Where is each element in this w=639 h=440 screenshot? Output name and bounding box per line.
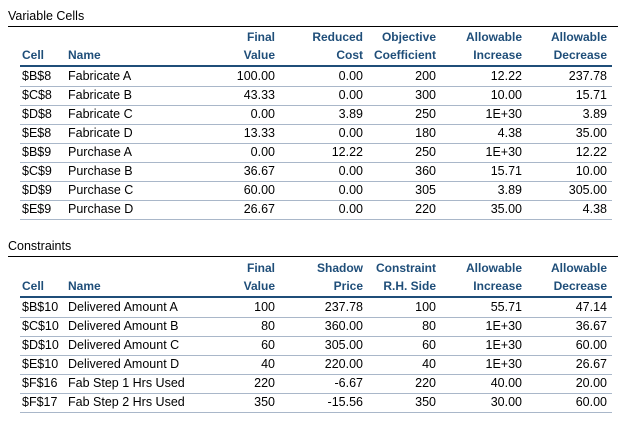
shadow-price: 305.00 xyxy=(324,338,363,352)
table-row xyxy=(20,105,612,125)
cn-header-constraint-2: R.H. Side xyxy=(383,279,436,293)
cn-header-cell: Cell xyxy=(22,279,45,293)
constraint-rhs: 100 xyxy=(415,300,436,314)
cell-name: Fabricate D xyxy=(68,126,133,140)
final-value: 220 xyxy=(254,376,275,390)
shadow-price: 237.78 xyxy=(324,300,363,314)
reduced-cost: 3.89 xyxy=(338,107,363,121)
constraints-title-rule xyxy=(8,256,618,257)
cn-header-final-1: Final xyxy=(246,261,275,275)
vc-header-name: Name xyxy=(68,48,101,62)
allowable-increase: 35.00 xyxy=(490,202,522,216)
allowable-decrease: 12.22 xyxy=(575,145,607,159)
allowable-increase: 12.22 xyxy=(490,69,522,83)
vc-header-final-2: Value xyxy=(243,48,275,62)
reduced-cost: 12.22 xyxy=(331,145,363,159)
cell-ref: $B$8 xyxy=(22,69,52,83)
table-row xyxy=(20,317,612,337)
table-row xyxy=(20,336,612,356)
objective-coefficient: 250 xyxy=(415,145,436,159)
objective-coefficient: 305 xyxy=(415,183,436,197)
final-value: 36.67 xyxy=(243,164,275,178)
cell-ref: $F$17 xyxy=(22,395,58,409)
table-row xyxy=(20,162,612,182)
table-row xyxy=(20,200,612,220)
objective-coefficient: 300 xyxy=(415,88,436,102)
shadow-price: 220.00 xyxy=(324,357,363,371)
table-row xyxy=(20,124,612,144)
variable-cells-title: Variable Cells xyxy=(8,9,85,23)
cell-ref: $B$10 xyxy=(22,300,59,314)
cell-name: Purchase D xyxy=(68,202,134,216)
allowable-decrease: 60.00 xyxy=(575,338,607,352)
cell-ref: $D$9 xyxy=(22,183,52,197)
table-row xyxy=(20,355,612,375)
final-value: 80 xyxy=(261,319,275,333)
table-row xyxy=(20,67,612,87)
table-row xyxy=(20,374,612,394)
cn-header-allow-inc-1: Allowable xyxy=(465,261,522,275)
final-value: 60.00 xyxy=(243,183,275,197)
cell-name: Purchase C xyxy=(68,183,134,197)
final-value: 100.00 xyxy=(236,69,275,83)
vc-header-objective-1: Objective xyxy=(381,30,436,44)
constraints-title: Constraints xyxy=(8,239,72,253)
cell-name: Fab Step 1 Hrs Used xyxy=(68,376,185,390)
allowable-increase: 1E+30 xyxy=(485,145,522,159)
objective-coefficient: 360 xyxy=(415,164,436,178)
vc-header-cell: Cell xyxy=(22,48,45,62)
vc-header-reduced-1: Reduced xyxy=(312,30,363,44)
allowable-decrease: 36.67 xyxy=(575,319,607,333)
cell-ref: $C$10 xyxy=(22,319,59,333)
cell-name: Delivered Amount C xyxy=(68,338,180,352)
cn-header-shadow-2: Price xyxy=(333,279,363,293)
cell-name: Purchase B xyxy=(68,164,133,178)
vc-header-reduced-2: Cost xyxy=(336,48,363,62)
final-value: 13.33 xyxy=(243,126,275,140)
reduced-cost: 0.00 xyxy=(338,88,363,102)
allowable-increase: 10.00 xyxy=(490,88,522,102)
cell-name: Fab Step 2 Hrs Used xyxy=(68,395,185,409)
cell-name: Delivered Amount B xyxy=(68,319,179,333)
cell-name: Delivered Amount D xyxy=(68,357,180,371)
allowable-increase: 1E+30 xyxy=(485,107,522,121)
allowable-decrease: 15.71 xyxy=(575,88,607,102)
cell-ref: $F$16 xyxy=(22,376,58,390)
vc-header-objective-2: Coefficient xyxy=(373,48,436,62)
vc-header-final-1: Final xyxy=(246,30,275,44)
cn-header-allow-dec-1: Allowable xyxy=(550,261,607,275)
constraint-rhs: 220 xyxy=(415,376,436,390)
cell-name: Fabricate A xyxy=(68,69,132,83)
cn-header-final-2: Value xyxy=(243,279,275,293)
allowable-increase: 40.00 xyxy=(490,376,522,390)
vc-header-allow-dec-2: Decrease xyxy=(553,48,607,62)
allowable-increase: 1E+30 xyxy=(485,319,522,333)
cell-ref: $E$9 xyxy=(22,202,52,216)
table-row xyxy=(20,143,612,163)
allowable-decrease: 4.38 xyxy=(582,202,607,216)
table-row xyxy=(20,298,612,318)
reduced-cost: 0.00 xyxy=(338,126,363,140)
cell-ref: $D$10 xyxy=(22,338,59,352)
allowable-increase: 15.71 xyxy=(490,164,522,178)
cell-ref: $D$8 xyxy=(22,107,52,121)
vc-header-allow-inc-2: Increase xyxy=(473,48,522,62)
objective-coefficient: 180 xyxy=(415,126,436,140)
allowable-increase: 30.00 xyxy=(490,395,522,409)
allowable-decrease: 3.89 xyxy=(582,107,607,121)
constraint-rhs: 40 xyxy=(422,357,436,371)
cell-name: Fabricate B xyxy=(68,88,132,102)
constraint-rhs: 60 xyxy=(422,338,436,352)
allowable-decrease: 60.00 xyxy=(575,395,607,409)
allowable-decrease: 20.00 xyxy=(575,376,607,390)
objective-coefficient: 220 xyxy=(415,202,436,216)
allowable-increase: 3.89 xyxy=(497,183,522,197)
constraint-rhs: 80 xyxy=(422,319,436,333)
reduced-cost: 0.00 xyxy=(338,202,363,216)
final-value: 0.00 xyxy=(250,145,275,159)
final-value: 43.33 xyxy=(243,88,275,102)
vc-header-allow-dec-1: Allowable xyxy=(550,30,607,44)
final-value: 26.67 xyxy=(243,202,275,216)
cn-header-name: Name xyxy=(68,279,101,293)
cell-name: Purchase A xyxy=(68,145,132,159)
allowable-increase: 55.71 xyxy=(490,300,522,314)
cn-header-allow-dec-2: Decrease xyxy=(553,279,607,293)
reduced-cost: 0.00 xyxy=(338,183,363,197)
vc-header-allow-inc-1: Allowable xyxy=(465,30,522,44)
allowable-decrease: 10.00 xyxy=(575,164,607,178)
cn-header-constraint-1: Constraint xyxy=(376,261,436,275)
reduced-cost: 0.00 xyxy=(338,69,363,83)
cell-name: Delivered Amount A xyxy=(68,300,178,314)
shadow-price: -15.56 xyxy=(327,395,363,409)
final-value: 0.00 xyxy=(250,107,275,121)
table-row xyxy=(20,181,612,201)
final-value: 40 xyxy=(261,357,275,371)
final-value: 350 xyxy=(254,395,275,409)
allowable-increase: 1E+30 xyxy=(485,357,522,371)
allowable-decrease: 26.67 xyxy=(575,357,607,371)
cell-ref: $C$8 xyxy=(22,88,52,102)
table-row xyxy=(20,86,612,106)
table-row xyxy=(20,393,612,413)
cell-name: Fabricate C xyxy=(68,107,133,121)
allowable-increase: 1E+30 xyxy=(485,338,522,352)
cell-ref: $C$9 xyxy=(22,164,52,178)
variable-cells-title-rule xyxy=(8,26,618,27)
objective-coefficient: 250 xyxy=(415,107,436,121)
cell-ref: $B$9 xyxy=(22,145,52,159)
allowable-decrease: 237.78 xyxy=(568,69,607,83)
cell-ref: $E$10 xyxy=(22,357,59,371)
cell-ref: $E$8 xyxy=(22,126,52,140)
allowable-decrease: 47.14 xyxy=(575,300,607,314)
cn-header-allow-inc-2: Increase xyxy=(473,279,522,293)
shadow-price: -6.67 xyxy=(334,376,363,390)
cn-header-shadow-1: Shadow xyxy=(316,261,363,275)
allowable-decrease: 305.00 xyxy=(568,183,607,197)
objective-coefficient: 200 xyxy=(415,69,436,83)
shadow-price: 360.00 xyxy=(324,319,363,333)
final-value: 60 xyxy=(261,338,275,352)
allowable-decrease: 35.00 xyxy=(575,126,607,140)
reduced-cost: 0.00 xyxy=(338,164,363,178)
constraint-rhs: 350 xyxy=(415,395,436,409)
final-value: 100 xyxy=(254,300,275,314)
allowable-increase: 4.38 xyxy=(497,126,522,140)
